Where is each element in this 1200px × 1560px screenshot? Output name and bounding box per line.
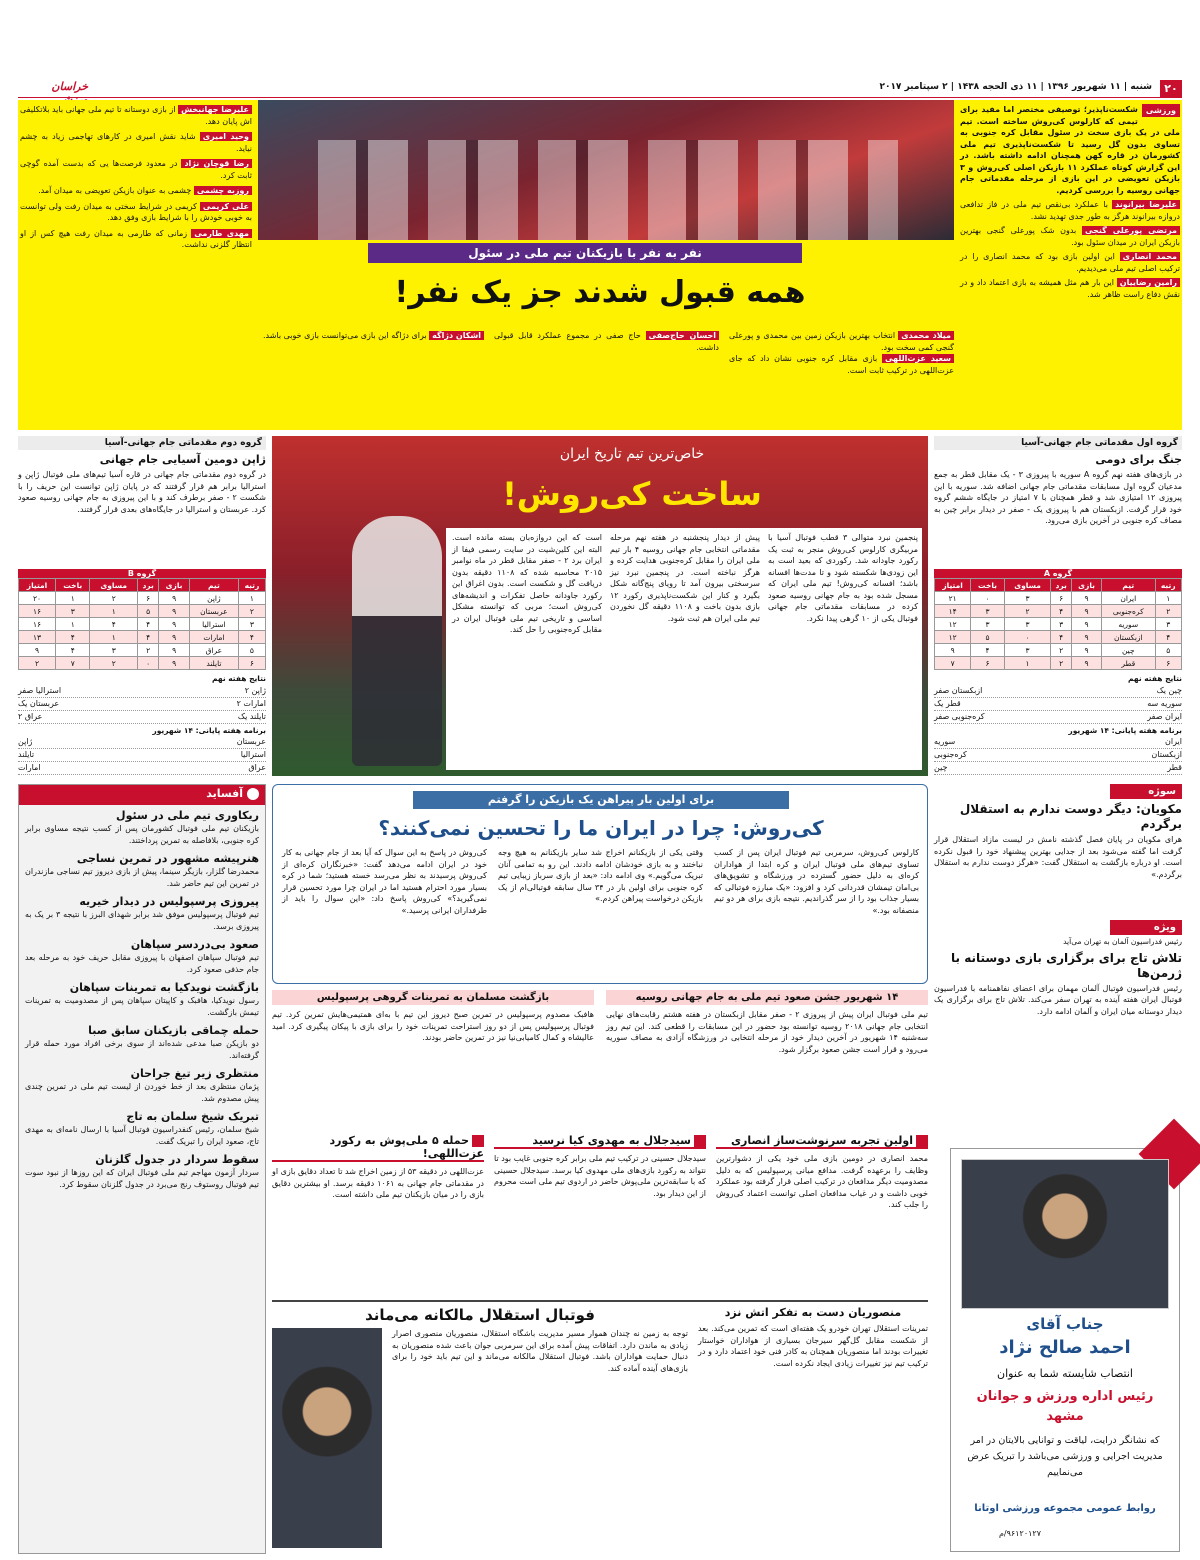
table-cell: ۲۰ (19, 592, 56, 605)
group-b-final-title: برنامه هفته پایانی: ۱۴ شهریور (152, 725, 266, 735)
persepolis-box (272, 990, 594, 1130)
table-row (935, 631, 1182, 644)
group-a-final-title: برنامه هفته پایانی: ۱۴ شهریور (1068, 725, 1182, 735)
table-cell: ۹ (159, 644, 190, 657)
table-cell: ۵ (971, 631, 1005, 644)
brief-text: تیم فوتبال پرسپولیس موفق شد برابر شهدای البرز با نتیجه ۳ بر یک به پیروزی برسد. (25, 910, 259, 931)
section-logo: خراسان (51, 80, 88, 93)
table-cell: ۰ (971, 592, 1005, 605)
offside-title: آفساید (19, 785, 265, 805)
table-cell: ۵ (238, 644, 265, 657)
table-cell: ۱۳ (19, 631, 56, 644)
feature-title: ساخت کی‌روش! (502, 475, 762, 513)
interview-kicker: برای اولین بار پیراهن یک بازیکن را گرفتم (413, 791, 789, 809)
table-row (935, 644, 1182, 657)
table-cell: ۳ (971, 618, 1005, 631)
table-cell: چین (1102, 644, 1155, 657)
ad-code: ۹۶۱۲۰۱۲۷/م (998, 1529, 1041, 1538)
table-header-cell: امتیاز (19, 579, 56, 592)
table-cell: ۳ (1004, 592, 1051, 605)
mansourian-text: تمرینات استقلال تهران خودرو یک هفته‌ای است که تمرین می‌کند. بعد از شکست مقابل گل‌گهر سیرجان بسیاری از هواداران خواستار تغییرات بودند اما منصوریان همچنان به کادر فنی خود اعتماد دارد و در ترکیب تیم نیز تغییرات زیادی ایجاد نکرده است. (698, 1324, 928, 1368)
right-player-1: علیرضا بیرانوند با عملکرد بی‌نقص تیم ملی در فاز تدافعی دروازه بیرانوند هرگز به طور جدی تهدید نشد. (960, 200, 1180, 221)
top-story-headline: همه قبول شدند جز یک نفر! (394, 275, 806, 310)
table-header-row (19, 579, 266, 592)
ad-line-2: که نشانگر درایت، لیاقت و توانایی بالایتان در امر مدیریت اجرایی و ورزشی می‌باشد را تبریک عرض می‌نماییم (967, 1435, 1163, 1478)
brief-text: رسول نویدکیا، هافبک و کاپیتان سپاهان پس از مصدومیت به تمرینات تیمش بازگشت. (25, 996, 259, 1017)
page-number: ۲۰ (1160, 80, 1182, 97)
table-cell: ازبکستان (1102, 631, 1155, 644)
feature-col-2: پیش از دیدار پنجشنبه در هفته نهم مرحله مقدماتی انتخابی جام جهانی روسیه ۴ بار تیم ملی ایران را مقابل کره‌جنوبی هدایت کرده و هرگز نباخته است. در پنجمین نبرد نیز سرسختی بیرون آمد تا رویای پنج‌گانه شکل بگیرد و کنار این شکست‌ناپذیری رکورد ۱۲ بازی بدون باخت و ۱۱۰۸ دقیقه گل نخوردن تیم ملی ایران هم ثبت شود. (610, 533, 761, 623)
table-cell: ۹ (1072, 631, 1102, 644)
table-cell: ۳ (1004, 644, 1051, 657)
top-story-middle-bios (258, 330, 954, 426)
list-item: عربستان ژاپن (18, 736, 266, 749)
table-cell: ۳ (1004, 618, 1051, 631)
table-row (935, 657, 1182, 670)
middle-bio-1: میلاد محمدی انتخاب بهترین بازیکن زمین بین محمدی و پورعلی گنجی کمی سخت بود. سعید عزت‌اللهی بازی مقابل کره جنوبی نشان داد که جای عزت‌اللهی در ترکیب ثابت است. (729, 331, 954, 375)
table-cell: کره‌جنوبی (1102, 605, 1155, 618)
middle-bio-2: احسان حاج‌صفی حاج صفی در مجموع عملکرد قابل قبولی داشت. (494, 331, 719, 352)
table-cell: ۲ (1051, 644, 1072, 657)
brief-text: سردار آزمون مهاجم تیم ملی فوتبال ایران که این روزها از نبود سوت تیم فوتبال روستوف رنج می‌برد در جدول گلزنان سقوط کرد. (25, 1168, 259, 1189)
table-cell: ۲ (1051, 657, 1072, 670)
table-row (19, 657, 266, 670)
table-cell: ۲ (238, 605, 265, 618)
mansourian-title: منصوریان دست به تفکر اتش نزد (724, 1306, 902, 1319)
table-cell: استرالیا (189, 618, 238, 631)
table-cell: ۴ (1051, 631, 1072, 644)
table-cell: ۴ (56, 631, 90, 644)
jalal-text: سیدجلال حسینی در ترکیب تیم ملی برابر کره جنوبی غایب بود تا نتواند به رکورد بازی‌های ملی مهدوی کیا برسد. سیدجلال حسینی که با سابقه‌ترین ملی‌پوش حاضر در اردوی تیم ملی است محروم از این دیدار بود. (494, 1154, 706, 1198)
list-item: ژاپن ۲ استرالیا صفر (18, 685, 266, 698)
table-cell: ۱۲ (935, 618, 971, 631)
ad-salutation: جناب آقای (1026, 1315, 1104, 1333)
table-cell: ۹ (1072, 657, 1102, 670)
group-a-results-title: نتایج هفته نهم (1128, 674, 1182, 683)
table-header-cell: باخت (971, 579, 1005, 592)
left-player-5: علی کریمی کریمی در شرایط سختی به میدان رفت ولی توانست به خوبی خودش را با شرایط بازی وفق دهد. (20, 201, 252, 222)
list-item: استرالیا تایلند (18, 749, 266, 762)
ad-position: رئیس اداره ورزش و جوانان مشهد (976, 1389, 1154, 1424)
table-header-row (935, 579, 1182, 592)
list-item: چین یک ازبکستان صفر (934, 685, 1182, 698)
right-player-2: مرتضی پورعلی گنجی بدون شک پورعلی گنجی بهترین بازیکن ایران در میدان سئول بود. (960, 226, 1180, 247)
interview-col-2: وقتی یکی از بازیکنانم اخراج شد سایر بازیکنانم به هیچ وجه نباختند و به بازی خودشان ادامه دادند. این رو به تمامی آنان تبریک می‌گویم.» وی ادامه داد: «بعد از بازی سرباز زیبایی تیم کره جنوبی برای اولین بار در ۳۴ سال سابقه فوتبالی‌ام از یک بازیکن درخواست پیراهن کردم.» (498, 848, 703, 903)
ansari-title: اولین تجربه سرنوشت‌ساز انصاری (716, 1134, 928, 1149)
table-row (935, 605, 1182, 618)
congratulation-ad (950, 1148, 1180, 1552)
jalal-title: سیدجلال به مهدوی کیا نرسید (494, 1134, 706, 1149)
persepolis-title: بازگشت مسلمان به تمرینات گروهی پرسپولیس (272, 990, 594, 1005)
table-header-cell: امتیاز (935, 579, 971, 592)
list-item: امارات ۲ عربستان یک (18, 698, 266, 711)
list-item (25, 1067, 259, 1104)
table-row (19, 618, 266, 631)
brief-text: دو بازیکن صبا مدعی شده‌اند از سوی برخی افراد مورد حمله قرار گرفته‌اند. (25, 1039, 259, 1060)
page-header (18, 80, 1182, 98)
list-item (25, 1153, 259, 1190)
table-row (19, 605, 266, 618)
player-silhouettes (318, 140, 898, 240)
group-b-results (18, 685, 266, 724)
feature-col-1: پنجمین نبرد متوالی ۳ قطب فوتبال آسیا با مربیگری کارلوس کی‌روش منجر به ثبت یک رکورد جاودانه شد. رکوردی که بعید است به این زودی‌ها شکسته شود و تا مدت‌ها افسانه باشد؛ افسانه کی‌روش! تیم ملی ایران که مسجل شده بود به جام جهانی روسیه صعود کرده در مسابقات مقدماتی جام جهانی فوتبال یکی از ۱۰ گرهی پیدا نکرد. (768, 533, 918, 623)
brief-text: پژمان منتظری بعد از خط خوردن از لیست تیم ملی در تمرین چندی پیش مصدوم شد. (25, 1082, 259, 1103)
group-a-section (934, 436, 1182, 776)
table-cell: ۵ (138, 605, 159, 618)
top-story-right-column (960, 104, 1180, 426)
table-header-cell: مساوی (1004, 579, 1051, 592)
table-header-cell: برد (1051, 579, 1072, 592)
bottom-stories (272, 1300, 928, 1554)
table-header-cell: برد (138, 579, 159, 592)
table-cell: ۴ (56, 644, 90, 657)
list-item (25, 981, 259, 1018)
table-cell: سوریه (1102, 618, 1155, 631)
ansari-text: محمد انصاری در دومین بازی ملی خود یکی از دشوارترین وظایف را برعهده گرفت. مدافع میانی پرسپولیس که به دلیل مصدومیت دیگر مدافعان در ترکیب اصلی قرار گرفته بود عملکرد خوبی داشت و در غیاب مدافعان اصلی توانست اعتماد کی‌روش را جلب کند. (716, 1154, 928, 1209)
table-cell: ۱۶ (19, 618, 56, 631)
celebration-text: تیم ملی فوتبال ایران پیش از پیروزی ۲ - صفر مقابل ازبکستان در هفته هشتم رقابت‌های نهایی انتخابی جام جهانی ۲۰۱۸ روسیه توانسته بود حضور در این مسابقات را قطعی کند. این تیم روز سه‌شنبه ۱۴ شهریور در آخرین دیدار خود از مرحله انتخابی در ورزشگاه آزادی به مصاف سوریه می‌رود و قرار است جشن صعود برگزار شود. (606, 1010, 929, 1054)
brief-title: بازگشت نویدکیا به تمرینات سپاهان (69, 981, 259, 994)
list-item (25, 809, 259, 846)
list-item (25, 852, 259, 889)
left-player-6: مهدی طارمی زمانی که طارمی به میدان رفت هیچ کس از او انتظار گلزنی نداشت. (20, 228, 252, 249)
left-player-1: علیرضا جهانبخش از بازی دوستانه تا تیم ملی جهانی باید بلاتکلیفی اش پایان دهد. (20, 105, 252, 126)
group-b-label: گروه B (18, 569, 266, 578)
list-item: ازبکستان کره‌جنوبی (934, 749, 1182, 762)
brief-text: شیخ سلمان، رئیس کنفدراسیون فوتبال آسیا با ارسال نامه‌ای به مهدی تاج، صعود ایران را تبریک گفت. (25, 1125, 259, 1146)
brief-title: تبریک شیخ سلمان به تاج (126, 1110, 259, 1123)
table-cell: ۹ (1072, 592, 1102, 605)
brief-text: بازیکنان تیم ملی فوتبال کشورمان پس از کسب نتیجه مساوی برابر کره جنوبی، بلافاصله به تمرین پرداختند. (25, 824, 259, 845)
group-a-final (934, 736, 1182, 775)
interview-box (272, 784, 928, 984)
special-title: تلاش تاج برای برگزاری بازی دوستانه با ژرمن‌ها (951, 950, 1182, 980)
offside-items (19, 805, 265, 1200)
table-cell: ۹ (19, 644, 56, 657)
feature-col-3: است که این دروازه‌بان بسته مانده است. البته این کلین‌شیت در سایت رسمی فیفا از ایران برد ۲ - صفر مقابل قطر در ماه نوامبر ۲۰۱۵ محاسبه شده که ۱۱۰۸ دقیقه بدون دریافت گل و شکست است. بدون اغراق این رکورد جاودانه حاصل تفکرات و اندیشه‌های کی‌روش است؛ مربی که توانسته مشکل اساسی و تاریخی تیم ملی فوتبال ایران در مقابل کره‌جنوبی را حل کند. (452, 533, 602, 634)
list-item (25, 1024, 259, 1061)
table-cell: ۳ (90, 644, 138, 657)
persepolis-text: هافبک مصدوم پرسپولیس در تمرین صبح دیروز این تیم با به‌ای همتیمی‌هایش تمرین کرد. تیم فوتبال پرسپولیس پس از دو روز استراحت تمرینات خود را برای بازی با پیکان پیگیری کرد. امید عالیشاه و کمال کامیابی‌نیا نیز در تمرین حاضر بودند. (272, 1010, 594, 1042)
brief-title: هنرپیشه مشهور در تمرین نساجی (76, 852, 259, 865)
offside-column (18, 784, 266, 1554)
table-cell: ۴ (138, 631, 159, 644)
table-cell: ۳ (56, 605, 90, 618)
table-cell: ۶ (238, 657, 265, 670)
table-cell: ۲ (19, 657, 56, 670)
list-item: قطر چین (934, 762, 1182, 775)
group-a-label: گروه A (934, 569, 1182, 578)
sport-badge: ورزشی (1142, 104, 1180, 117)
esteghlal-title: فوتبال استقلال مالکانه می‌ماند (365, 1306, 595, 1324)
ezatolahi-text: عزت‌اللهی در دقیقه ۵۳ از زمین اخراج شد تا تعداد دقایق بازی او در مقدماتی جام جهانی به ۱۰۶۱ دقیقه برسد. او بیشترین دقایق بازی را در میان بازیکنان تیم ملی داشته است. (272, 1167, 484, 1199)
list-item: ایران سوریه (934, 736, 1182, 749)
table-cell: ۲ (90, 592, 138, 605)
special-text: رئیس فدراسیون فوتبال آلمان مهمان برای اعضای نفاهمنامه با فدراسیون فوتبال ایران هفته آینده به تهران سفر می‌کند. تلاش تاج برای برگزاری یک دیدار دوستانه میان ایران و آلمان ادامه دارد. (934, 983, 1182, 1016)
table-cell: ۴ (1051, 605, 1072, 618)
esteghlal-text: توجه به زمین نه چندان هموار مسیر مدیریت باشگاه استقلال، منصوریان منصوری اصرار زیادی به ماندن دارد. اتفاقات پیش آمده برای این سرمربی جوان باعث شده منصوریان به دنبال حمایت هواداران باشد. فوتبال استقلال مالکانه می‌ماند و این تیم باید خود را برای بازی‌های آینده آماده کند. (392, 1329, 688, 1373)
brief-title: منتظری زیر تیغ جراحان (130, 1067, 259, 1080)
mansourian-box (698, 1306, 928, 1552)
issue-date: شنبه | ۱۱ شهریور ۱۳۹۶ | ۱۱ ذی الحجه ۱۴۳۸ | ۲ سپتامبر ۲۰۱۷ (879, 82, 1152, 92)
table-cell: ۱ (56, 618, 90, 631)
table-cell: ۵ (1155, 644, 1182, 657)
table-cell: ۱ (90, 605, 138, 618)
table-cell: ایران (1102, 592, 1155, 605)
table-cell: عراق (189, 644, 238, 657)
table-cell: ۷ (56, 657, 90, 670)
table-cell: ۲۱ (935, 592, 971, 605)
table-header-cell: بازی (159, 579, 190, 592)
top-story-kicker: نفر به نفر با بازیکنان تیم ملی در سئول (368, 243, 802, 263)
group-a-results (934, 685, 1182, 724)
table-cell: ۱۲ (935, 631, 971, 644)
feature-text-box (446, 528, 922, 770)
feature-kicker: خاص‌ترین تیم تاریخ ایران (559, 446, 705, 462)
table-cell: ۹ (935, 644, 971, 657)
special-badge: ویژه (1110, 920, 1182, 935)
ball-icon (247, 788, 259, 800)
table-cell: ۹ (1072, 644, 1102, 657)
table-cell: ۹ (159, 631, 190, 644)
table-cell: ۳ (1155, 618, 1182, 631)
table-header-cell: بازی (1072, 579, 1102, 592)
ezatolahi-title: حمله ۵ ملی‌پوش به رکورد عزت‌اللهی! (272, 1134, 484, 1162)
table-cell: ۹ (159, 592, 190, 605)
table-cell: ۶ (1155, 657, 1182, 670)
table-row (935, 592, 1182, 605)
table-cell: ۹ (1072, 605, 1102, 618)
subject-title: مکویان: دیگر دوست ندارم به استقلال برگردم (959, 802, 1182, 831)
subject-text: هرای مکویان در پایان فصل گذشته نامش در لیست مازاد استقلال قرار گرفت اما گفته می‌شود بعد از جدایی بهترین پیشنهاد خود را قبول نکرده است. او درباره بازگشت به استقلال گفت: «هرگز دوست ندارم به استقلال برگردم.» (934, 835, 1182, 879)
right-briefs-column (934, 784, 1182, 1144)
brief-title: ریکاوری تیم ملی در سئول (116, 809, 259, 822)
group-b-table (18, 578, 266, 670)
table-cell: ۴ (238, 631, 265, 644)
special-kicker: رئیس فدراسیون آلمان به تهران می‌آید (1063, 937, 1182, 946)
table-cell: ۲ (1004, 605, 1051, 618)
table-cell: ۳ (971, 605, 1005, 618)
table-cell: ۰ (138, 657, 159, 670)
table-cell: ۶ (138, 592, 159, 605)
group-b-story: در گروه دوم مقدماتی جام جهانی در قاره آسیا تیم‌های ملی فوتبال ژاپن و استرالیا برابر هم قرار گرفتند که در پایان ژاپن توانست این حریف را با شکست ۲ - صفر برطرف کند و با این پیروزی به جام جهانی روسیه صعود کرد. عربستان و استرالیا در جایگاه‌های بعدی قرار گرفتند. (18, 470, 267, 514)
table-cell: ۲ (1155, 605, 1182, 618)
table-cell: ۳ (1051, 618, 1072, 631)
group-b-section (18, 436, 266, 776)
flag-icon (472, 1135, 484, 1147)
table-cell: ۶ (1051, 592, 1072, 605)
ansari-box (716, 1134, 928, 1296)
middle-bio-3: اشکان دژاگه برای دژاگه این بازی می‌توانست بازی خوبی باشد. (259, 330, 484, 426)
brief-text: تیم فوتبال سپاهان اصفهان با پیروزی مقابل حریف خود به مرحله بعد جام حذفی صعود کرد. (25, 953, 259, 974)
table-cell: قطر (1102, 657, 1155, 670)
box-row-2 (272, 1134, 928, 1296)
table-row (19, 644, 266, 657)
interview-col-1: کارلوس کی‌روش، سرمربی تیم فوتبال ایران پس از کسب تساوی تیم‌های ملی فوتبال ایران و کره ابتدا از هواداران کره‌ای به دلیل حضور گسترده در ورزشگاه و تشویق‌های بی‌امان تیمشان قدردانی کرد و افزود: «یک مبارزه فوتبالی که بسیار جذاب بود را از سر گذراندیم. نتیجه بازی برای هر دو تیم منصفانه بود.» (714, 848, 919, 915)
group-b-story-title: ژاپن دومین آسیایی جام جهانی (99, 453, 266, 466)
group-b-title: گروه دوم مقدماتی جام جهانی-آسیا (18, 436, 266, 450)
table-cell: ۱۴ (935, 605, 971, 618)
table-cell: عربستان (189, 605, 238, 618)
table-cell: ۰ (1004, 631, 1051, 644)
table-cell: ۴ (138, 618, 159, 631)
ad-name: احمد صالح نژاد (999, 1337, 1131, 1358)
box-row-1 (272, 990, 928, 1130)
top-story-intro: شکست‌ناپذیر؛ توصیفی مختصر اما مفید برای تیمی که کارلوس کی‌روش ساخته است. تیم ملی در یک بازی سخت در سئول مقابل کره جنوبی به تساوی بدون گل رسید تا شکست‌ناپذیری تیم ملی کشورمان در قاره کهن همچنان ادامه داشته باشد. در این گزارش کوتاه عملکرد ۱۱ بازیکن اصلی کی‌روش و ۳ بازیکن تعویضی در این بازی از مرحله مقدماتی جام جهانی روسیه را بررسی کردیم. (960, 105, 1181, 195)
interview-headline: کی‌روش: چرا در ایران ما را تحسین نمی‌کنند؟ (378, 816, 824, 840)
list-item (25, 1110, 259, 1147)
left-player-4: روزبه چشمی چشمی به عنوان بازیکن تعویضی به میدان آمد. (20, 185, 252, 197)
group-a-story-title: جنگ برای دومی (1095, 453, 1182, 466)
table-header-cell: تیم (189, 579, 238, 592)
table-header-cell: مساوی (90, 579, 138, 592)
team-celebration-photo (258, 100, 954, 240)
table-cell: ۴ (90, 618, 138, 631)
ad-line-1: انتصاب شایسته شما به عنوان (997, 1367, 1133, 1380)
flag-icon (916, 1135, 928, 1147)
table-cell: ۹ (1072, 618, 1102, 631)
list-item (25, 938, 259, 975)
flag-icon (694, 1135, 706, 1147)
right-player-4: رامین رضاییان این بار هم مثل همیشه به بازی اعتماد داد و در نقش دفاع راست ظاهر شد. (960, 278, 1180, 299)
interview-col-3: کی‌روش در پاسخ به این سوال که آیا بعد از جام جهانی به کار خود در ایران ادامه می‌دهد گفت: «خبرنگاران کره‌ای از کی‌روش پرسیدند به نظر می‌رسد خسته هستید؛ شما در کره بسیار مورد احترام هستید اما در ایران چرا مورد تحسین قرار نمی‌گیرید؟» کی‌روش پاسخ داد: «این سوال را باید از طرفداران ایرانی پرسید.» (282, 848, 487, 915)
table-cell: ۷ (935, 657, 971, 670)
table-cell: ۴ (971, 644, 1005, 657)
group-b-final (18, 736, 266, 775)
table-cell: ۱ (90, 631, 138, 644)
table-cell: امارات (189, 631, 238, 644)
coach-portrait-photo (272, 1328, 382, 1548)
list-item: ایران صفر کره‌جنوبی صفر (934, 711, 1182, 724)
table-cell: ۹ (159, 618, 190, 631)
list-item (25, 895, 259, 932)
brief-title: سقوط سردار در جدول گلزنان (95, 1153, 259, 1166)
brief-title: صعود بی‌دردسر سپاهان (130, 938, 259, 951)
group-a-story: در بازی‌های هفته نهم گروه A سوریه با پیروزی ۳ - یک مقابل قطر به جمع مدعیان گروه اول مسابقات مقدماتی جام جهانی اضافه شد. سوریه با این پیروزی ۱۲ امتیازی شد و قطر همچنان با ۷ امتیاز در جایگاه ششم گروه خود قرار گرفت. ازبکستان هم با پیروزی یک - صفر در دیدار برابر چین به مصاف کره جنوبی در آخرین بازی می‌رود. (934, 470, 1183, 525)
left-player-2: وحید امیری شاید نقش امیری در کارهای تهاجمی زیاد به چشم نیاید. (20, 132, 252, 153)
brief-title: پیروزی پرسپولیس در دیدار خیریه (79, 895, 259, 908)
ad-signature: روابط عمومی مجموعه ورزشی اوتانا (974, 1503, 1156, 1514)
group-a-title: گروه اول مقدماتی جام جهانی-آسیا (934, 436, 1182, 450)
list-item: عراق امارات (18, 762, 266, 775)
list-item: سوریه سه قطر یک (934, 698, 1182, 711)
subject-badge: سوژه (1110, 784, 1182, 799)
right-player-3: محمد انصاری این اولین بازی بود که محمد انصاری را در ترکیب اصلی تیم ملی می‌دیدیم. (960, 252, 1180, 273)
top-story-left-column (20, 104, 252, 426)
table-cell: ۹ (159, 657, 190, 670)
table-cell: ۲ (138, 644, 159, 657)
table-row (19, 631, 266, 644)
table-header-cell: رتبه (1155, 579, 1182, 592)
table-row (935, 618, 1182, 631)
table-header-cell: باخت (56, 579, 90, 592)
table-cell: ژاپن (189, 592, 238, 605)
brief-text: محمدرضا گلزار، بازیگر سینما، پیش از بازی دیروز تیم نساجی مازندران در تمرین این تیم حاضر شد. (25, 867, 259, 888)
table-cell: ۱ (56, 592, 90, 605)
table-cell: ۲ (90, 657, 138, 670)
group-b-results-title: نتایج هفته نهم (212, 674, 266, 683)
table-cell: ۴ (1155, 631, 1182, 644)
brief-title: حمله چماقی بازیکنان سابق صبا (88, 1024, 259, 1037)
table-cell: ۱ (1004, 657, 1051, 670)
ezatolahi-box (272, 1134, 484, 1296)
group-a-table (934, 578, 1182, 670)
coach-feature-photo (272, 436, 928, 776)
table-cell: تایلند (189, 657, 238, 670)
table-cell: ۳ (238, 618, 265, 631)
list-item: تایلند یک عراق ۲ (18, 711, 266, 724)
table-cell: ۹ (159, 605, 190, 618)
table-cell: ۱۶ (19, 605, 56, 618)
celebration-box (606, 990, 928, 1130)
table-cell: ۱ (1155, 592, 1182, 605)
jalal-box (494, 1134, 706, 1296)
appointee-photo (961, 1159, 1169, 1309)
table-header-cell: تیم (1102, 579, 1155, 592)
table-cell: ۱ (238, 592, 265, 605)
left-player-3: رضا قوچان نژاد در معدود فرصت‌ها یی که بدست آمده گوچی ثابت کرد. (20, 159, 252, 180)
celebration-title: ۱۴ شهریور جشن صعود تیم ملی به جام جهانی روسیه (606, 990, 928, 1005)
esteghlal-box (272, 1306, 688, 1552)
coach-silhouette (352, 516, 442, 766)
table-header-cell: رتبه (238, 579, 265, 592)
table-cell: ۶ (971, 657, 1005, 670)
table-row (19, 592, 266, 605)
